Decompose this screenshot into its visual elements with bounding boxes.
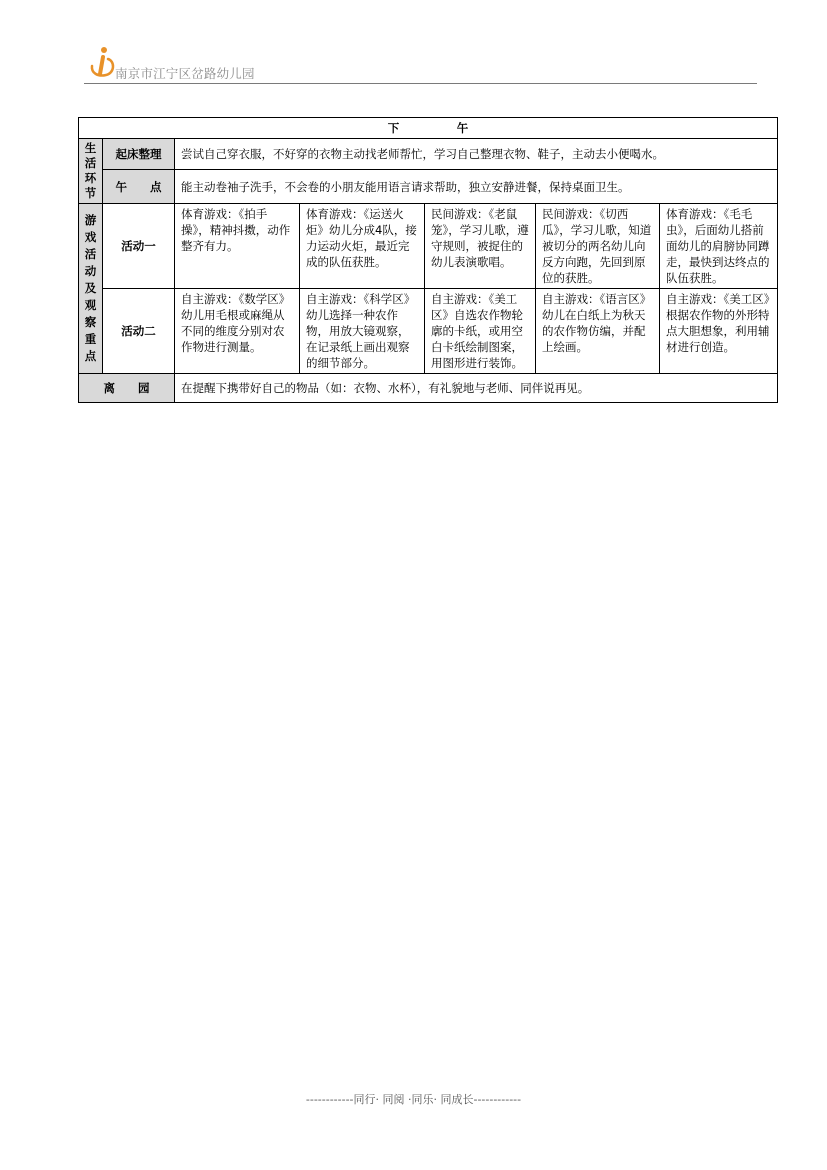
- activity1-cell: 体育游戏：《拍手操》，精神抖擞，动作整齐有力。: [175, 204, 300, 289]
- page-footer: ------------同行· 同阅 ·同乐· 同成长------------: [305, 1093, 522, 1106]
- snack-text: 能主动卷袖子洗手，不会卷的小朋友能用语言请求帮助，独立安静进餐，保持桌面卫生。: [175, 170, 778, 204]
- leave-text: 在提醒下携带好自己的物品（如：衣物、水杯），有礼貌地与老师、同伴说再见。: [175, 374, 778, 403]
- activity1-cell: 体育游戏：《运送火炬》幼儿分成4队，接力运动火炬，最近完成的队伍获胜。: [300, 204, 425, 289]
- activity2-cell: 自主游戏：《语言区》幼儿在白纸上为秋天的农作物仿编，并配上绘画。: [536, 289, 660, 374]
- school-name: 南京市江宁区岔路幼儿园: [115, 66, 255, 81]
- leave-label: 离 园: [79, 374, 175, 403]
- wake-text: 尝试自己穿衣服，不好穿的衣物主动找老师帮忙，学习自己整理衣物、鞋子，主动去小便喝水。: [175, 139, 778, 170]
- life-category-label: 生活环节: [79, 139, 103, 204]
- page-header: [88, 44, 758, 84]
- activity1-label: 活动一: [103, 204, 175, 289]
- school-logo-icon: [88, 46, 118, 80]
- activity1-cell: 民间游戏：《老鼠笼》，学习儿歌，遵守规则，被捉住的幼儿表演歌唱。: [425, 204, 536, 289]
- activity2-cell: 自主游戏：《数学区》幼儿用毛根或麻绳从不同的维度分别对农作物进行测量。: [175, 289, 300, 374]
- table-title: 下 午: [79, 118, 778, 139]
- snack-label: 午 点: [103, 170, 175, 204]
- activity2-cell: 自主游戏：《美工区》自选农作物轮廓的卡纸，或用空白卡纸绘制图案，用图形进行装饰。: [425, 289, 536, 374]
- activity2-cell: 自主游戏：《科学区》幼儿选择一种农作物，用放大镜观察，在记录纸上画出观察的细节部分。: [300, 289, 425, 374]
- activity2-label: 活动二: [103, 289, 175, 374]
- game-category-label: 游戏活动及观察重点: [79, 204, 103, 374]
- activity2-cell: 自主游戏：《美工区》根据农作物的外形特点大胆想象，利用辅材进行创造。: [660, 289, 778, 374]
- activity1-cell: 体育游戏：《毛毛虫》，后面幼儿搭前面幼儿的肩膀协同蹲走，最快到达终点的队伍获胜。: [660, 204, 778, 289]
- wake-label: 起床整理: [103, 139, 175, 170]
- afternoon-plan-table: [78, 117, 778, 403]
- header-divider: [84, 83, 757, 84]
- activity1-cell: 民间游戏：《切西瓜》，学习儿歌，知道被切分的两名幼儿向反方向跑，先回到原位的获胜。: [536, 204, 660, 289]
